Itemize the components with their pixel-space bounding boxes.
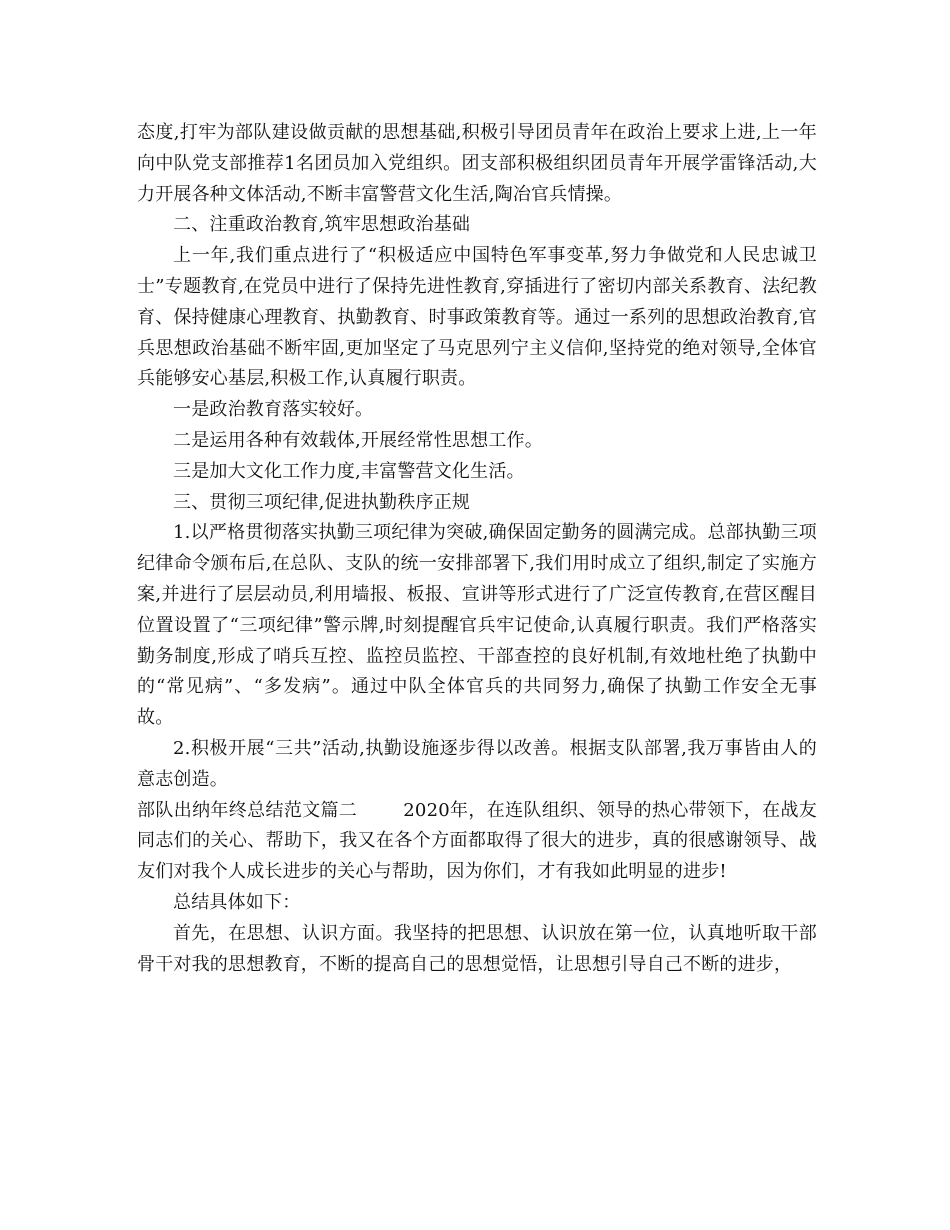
section-two-heading: 部队出纳年终总结范文篇二 — [137, 799, 358, 821]
paragraph-political-education: 上一年,我们重点进行了“积极适应中国特色军事变革,努力争做党和人民忠诚卫士”专题教育,在党员中进行了保持先进性教育,穿插进行了密切内部关系教育、法纪教育、保持健康心理教育、执勤教育、时事政策教育等。通过一系列的思想政治教育,官兵思想政治基础不断牢固,更加坚定了马克思列宁主义信仰,坚持党的绝对领导,全体官兵能够安心基层,积极工作,认真履行职责。 — [137, 245, 817, 390]
document-body — [137, 118, 817, 980]
paragraph-summary-first: 首先，在思想、认识方面。我坚持的把思想、认识放在第一位，认真地听取干部骨干对我的思想教育，不断的提高自己的思想觉悟，让思想引导自己不断的进步， — [137, 922, 817, 975]
paragraph-discipline-one: 1.以严格贯彻落实执勤三项纪律为突破,确保固定勤务的圆满完成。总部执勤三项纪律命令颁布后,在总队、支队的统一安排部署下,我们用时成立了组织,制定了实施方案,并进行了层层动员,利用墙报、板报、宣讲等形式进行了广泛宣传教育,在营区醒目位置设置了“三项纪律”警示牌,时刻提醒官兵牢记使命,认真履行职责。我们严格落实勤务制度,形成了哨兵互控、监控员监控、干部查控的良好机制,有效地杜绝了执勤中的“常见病”、“多发病”。通过中队全体官兵的共同努力,确保了执勤工作安全无事故。 — [137, 522, 817, 729]
paragraph-summary-intro: 总结具体如下： — [173, 891, 301, 913]
heading-political-education: 二、注重政治教育,筑牢思想政治基础 — [173, 214, 471, 236]
section-two-text: 2020年，在连队组织、领导的热心带领下，在战友同志们的关心、帮助下，我又在各个方面都取得了很大的进步，真的很感谢领导、战友们对我个人成长进步的关心与帮助，因为你们，才有我如此明显的进步! — [137, 799, 818, 883]
list-item-first: 一是政治教育落实较好。 — [173, 399, 374, 421]
section-two-paragraph — [137, 796, 817, 888]
paragraph-youth-league: 态度,打牢为部队建设做贡献的思想基础,积极引导团员青年在政治上要求上进,上一年向中队党支部推荐1名团员加入党组织。团支部积极组织团员青年开展学雷锋活动,大力开展各种文体活动,不断丰富警营文化生活,陶冶官兵情操。 — [137, 122, 817, 205]
paragraph-discipline-two: 2.积极开展“三共”活动,执勤设施逐步得以改善。根据支队部署,我万事皆由人的意志创造。 — [137, 737, 817, 790]
heading-three-disciplines: 三、贯彻三项纪律,促进执勤秩序正规 — [173, 491, 471, 513]
list-item-second: 二是运用各种有效载体,开展经常性思想工作。 — [173, 429, 543, 451]
list-item-third: 三是加大文化工作力度,丰富警营文化生活。 — [173, 460, 525, 482]
